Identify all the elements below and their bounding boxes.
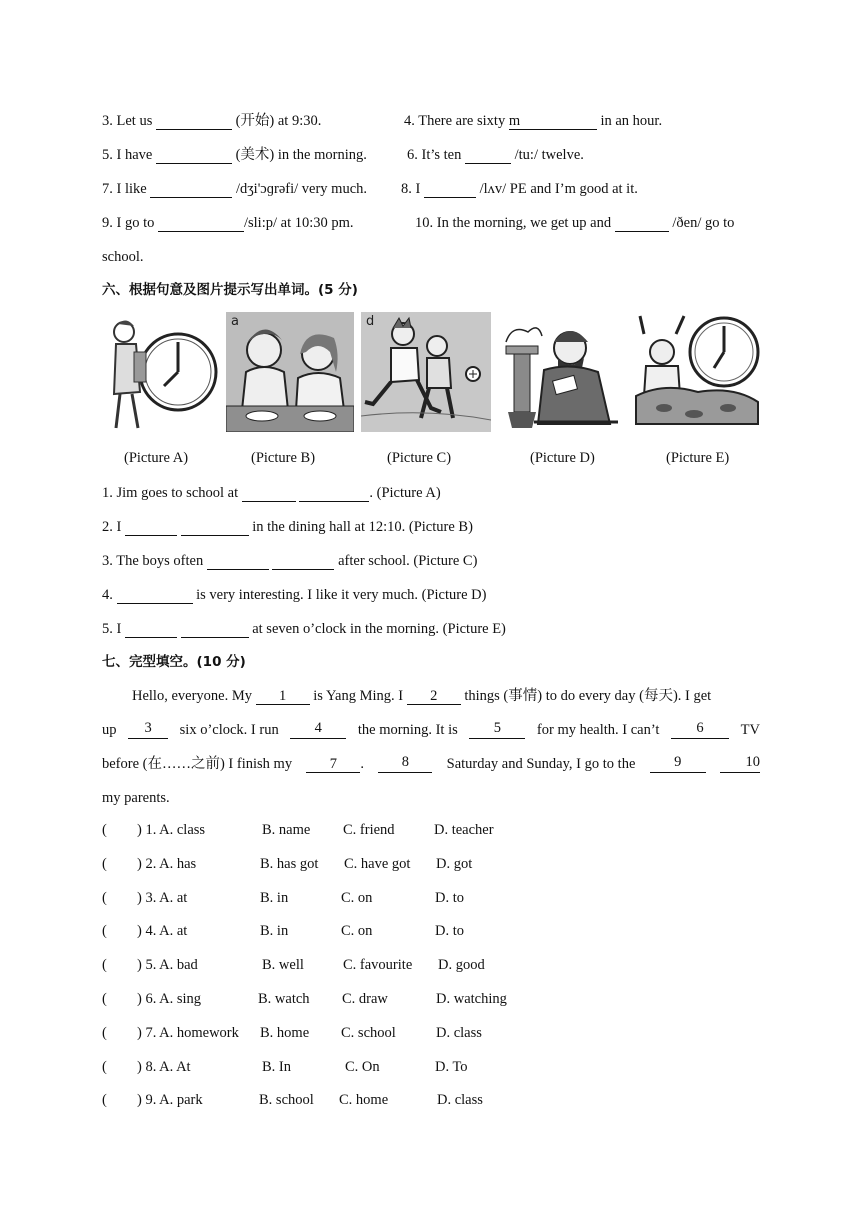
s6-q5-suffix: at seven o’clock in the morning. (Picture E) [252,621,506,637]
caption-picture-a: (Picture A) [124,450,189,466]
option-d[interactable]: D. teacher [434,822,494,838]
q7-suffix: /dʒi'ɔɡrəfi/ very much. [235,181,367,197]
s6-q2-suffix: in the dining hall at 12:10. (Picture B) [252,519,473,535]
option-d[interactable]: D. got [436,855,473,872]
answer-blank[interactable] [181,622,249,638]
option-d[interactable]: D. watching [436,991,507,1007]
option-b[interactable]: B. In [262,1058,291,1075]
blank-number: 5 [493,720,501,736]
option-c[interactable]: C. school [341,1024,396,1041]
q5-hint: (美术) in the morning. [235,147,367,163]
s6-q1-suffix: . (Picture A) [369,485,441,501]
option-a[interactable]: ) 6. A. sing [137,991,202,1007]
picture-b-kids-eating [226,312,354,432]
cloze-blank-3[interactable] [128,721,168,739]
q6-suffix: /tu:/ twelve. [514,147,584,163]
blank-number: 7 [329,756,338,772]
caption-picture-e: (Picture E) [666,450,730,466]
blank-number: 10 [745,754,760,770]
q3-hint: (开始) at 9:30. [235,113,322,129]
answer-blank[interactable] [424,182,476,198]
picture-a-boy-clock [102,312,220,432]
option-c[interactable]: C. on [341,923,373,940]
q5-4-line [404,112,662,130]
s6-q3-line [102,552,477,570]
picture-c-boys-football [361,312,491,432]
option-b[interactable]: B. name [262,822,311,838]
answer-blank[interactable] [150,182,232,198]
q5-9-line [102,214,354,232]
s6-q3-suffix: after school. (Picture C) [338,553,478,569]
cloze-blank-10[interactable] [720,755,760,773]
cloze-text: for my health. I can’t [536,722,660,738]
s6-q3-prefix: 3. The boys often [102,553,204,569]
s6-q4-prefix: 4. [102,587,113,603]
q9-prefix: 9. I go to [102,215,155,231]
q10-suffix: /ðen/ go to [672,215,735,231]
answer-blank[interactable] [615,216,669,232]
caption-picture-d: (Picture D) [530,450,595,466]
option-d[interactable]: D. class [436,1024,482,1041]
option-d[interactable]: D. good [438,957,485,974]
option-c[interactable]: C. friend [343,822,395,838]
cloze-text: up [102,722,117,738]
section7-heading: 七、完型填空。(10 分) [102,654,246,670]
picture-b-letter: a [231,314,239,329]
cloze-text: . [360,756,365,772]
answer-paren[interactable]: ( [102,1092,107,1109]
answer-blank[interactable] [242,486,296,502]
q7-prefix: 7. I like [102,181,147,197]
q5-5-line [102,146,367,164]
hint-letter: m [508,113,521,129]
cloze-blank-1[interactable] [256,689,310,705]
cloze-blank-2[interactable] [407,689,461,705]
answer-blank[interactable] [181,520,249,536]
cloze-text: before (在……之前) I finish my [102,756,293,772]
option-d[interactable]: D. to [435,923,464,940]
cloze-text: six o’clock. I run [179,722,279,738]
s6-q1-prefix: 1. Jim goes to school at [102,485,239,501]
answer-paren[interactable]: ( [102,991,107,1007]
cloze-blank-6[interactable] [671,721,729,739]
option-c[interactable]: C. home [339,1092,389,1109]
answer-blank[interactable] [125,520,177,536]
answer-paren[interactable]: ( [102,923,107,940]
blank-number: 2 [430,688,438,704]
answer-blank[interactable] [465,148,511,164]
option-a[interactable]: ) 9. A. park [137,1092,203,1109]
s6-q5-line [102,620,506,638]
picture-row [102,312,762,436]
blank-number: 4 [314,720,322,736]
option-a[interactable]: ) 5. A. bad [137,957,198,974]
caption-picture-b: (Picture B) [251,450,316,466]
s6-q5-prefix: 5. I [102,621,122,637]
cloze-blank-8[interactable] [378,755,432,773]
option-b[interactable]: B. school [259,1092,314,1109]
option-d[interactable]: D. To [435,1058,468,1075]
caption-picture-c: (Picture C) [387,450,452,466]
q5-prefix: 5. I have [102,147,153,163]
s6-q2-prefix: 2. I [102,519,122,535]
option-c[interactable]: C. favourite [343,957,413,974]
answer-paren[interactable]: ( [102,855,107,872]
picture-e-boy-waking [634,312,762,432]
option-a[interactable]: ) 2. A. has [137,855,197,872]
cloze-line-3 [102,755,760,773]
option-c[interactable]: C. have got [344,855,411,872]
cloze-text: Saturday and Sunday, I go to the [446,756,636,772]
answer-paren[interactable]: ( [102,1024,107,1041]
q10-continuation: school. [102,249,144,265]
cloze-text: my parents. [102,790,170,806]
option-b[interactable]: B. home [260,1024,310,1041]
answer-blank[interactable] [117,588,193,604]
cloze-blank-4[interactable] [290,721,346,739]
q8-prefix: 8. I [401,181,421,197]
cloze-blank-9[interactable] [650,755,706,773]
cloze-line-1 [132,687,711,705]
q8-suffix: /lʌv/ PE and I’m good at it. [479,181,638,197]
q3-prefix: 3. Let us [102,113,153,129]
answer-blank[interactable] [156,114,232,130]
option-b[interactable]: B. well [262,957,304,974]
option-b[interactable]: B. has got [260,855,319,872]
blank-number: 9 [674,754,682,770]
answer-blank[interactable] [299,486,369,502]
answer-paren[interactable]: ( [102,889,107,906]
answer-paren[interactable]: ( [102,957,107,974]
cloze-blank-5[interactable] [469,721,525,739]
s6-q2-line [102,518,473,536]
cloze-text: Hello, everyone. My [132,688,252,704]
q5-6-line [407,146,584,164]
cloze-line-2 [102,721,760,739]
option-c[interactable]: C. draw [342,991,388,1007]
cloze-text: the morning. It is [357,722,458,738]
option-a[interactable]: ) 3. A. at [137,889,188,906]
blank-number: 3 [144,720,152,736]
option-a[interactable]: ) 8. A. At [137,1058,191,1075]
answer-blank[interactable] [125,622,177,638]
cloze-text: things (事情) to do every day (每天). I get [464,688,712,704]
q9-suffix: /sli:p/ at 10:30 pm. [243,215,354,231]
cloze-blank-7[interactable] [306,757,360,773]
answer-blank[interactable] [158,216,244,232]
q10-prefix: 10. In the morning, we get up and [415,215,612,231]
option-a[interactable]: ) 4. A. at [137,923,188,940]
picture-c-letter: d [366,314,375,329]
q5-8-line [401,180,638,198]
answer-blank[interactable] [509,114,597,130]
s6-q4-line [102,586,486,604]
q6-prefix: 6. It’s ten [407,147,462,163]
option-d[interactable]: D. class [437,1092,483,1109]
answer-paren[interactable]: ( [102,1058,107,1075]
section6-heading: 六、根据句意及图片提示写出单词。(5 分) [102,282,358,298]
s6-q1-line [102,484,441,502]
s6-q4-suffix: is very interesting. I like it very much. (Picture D) [196,587,487,603]
option-b[interactable]: B. in [260,889,289,906]
blank-number: 8 [401,754,409,770]
option-c[interactable]: C. On [345,1058,380,1075]
option-a[interactable]: ) 7. A. homework [137,1024,239,1041]
option-b[interactable]: B. in [260,923,289,940]
cloze-text: TV [740,722,760,738]
q4-suffix: in an hour. [600,113,663,129]
answer-blank[interactable] [156,148,232,164]
q4-prefix: 4. There are sixty [404,113,506,129]
answer-blank[interactable] [272,554,334,570]
q5-3-line [102,112,321,130]
answer-paren[interactable]: ( [102,822,107,838]
cloze-text: is Yang Ming. I [313,688,404,704]
option-b[interactable]: B. watch [258,991,310,1007]
blank-number: 6 [696,720,704,736]
option-d[interactable]: D. to [435,889,464,906]
blank-number: 1 [279,688,287,704]
option-a[interactable]: ) 1. A. class [137,822,206,838]
q5-7-line [102,180,367,198]
picture-d-man-reading [498,312,626,432]
q5-10-line [415,214,734,232]
option-c[interactable]: C. on [341,889,373,906]
answer-blank[interactable] [207,554,269,570]
